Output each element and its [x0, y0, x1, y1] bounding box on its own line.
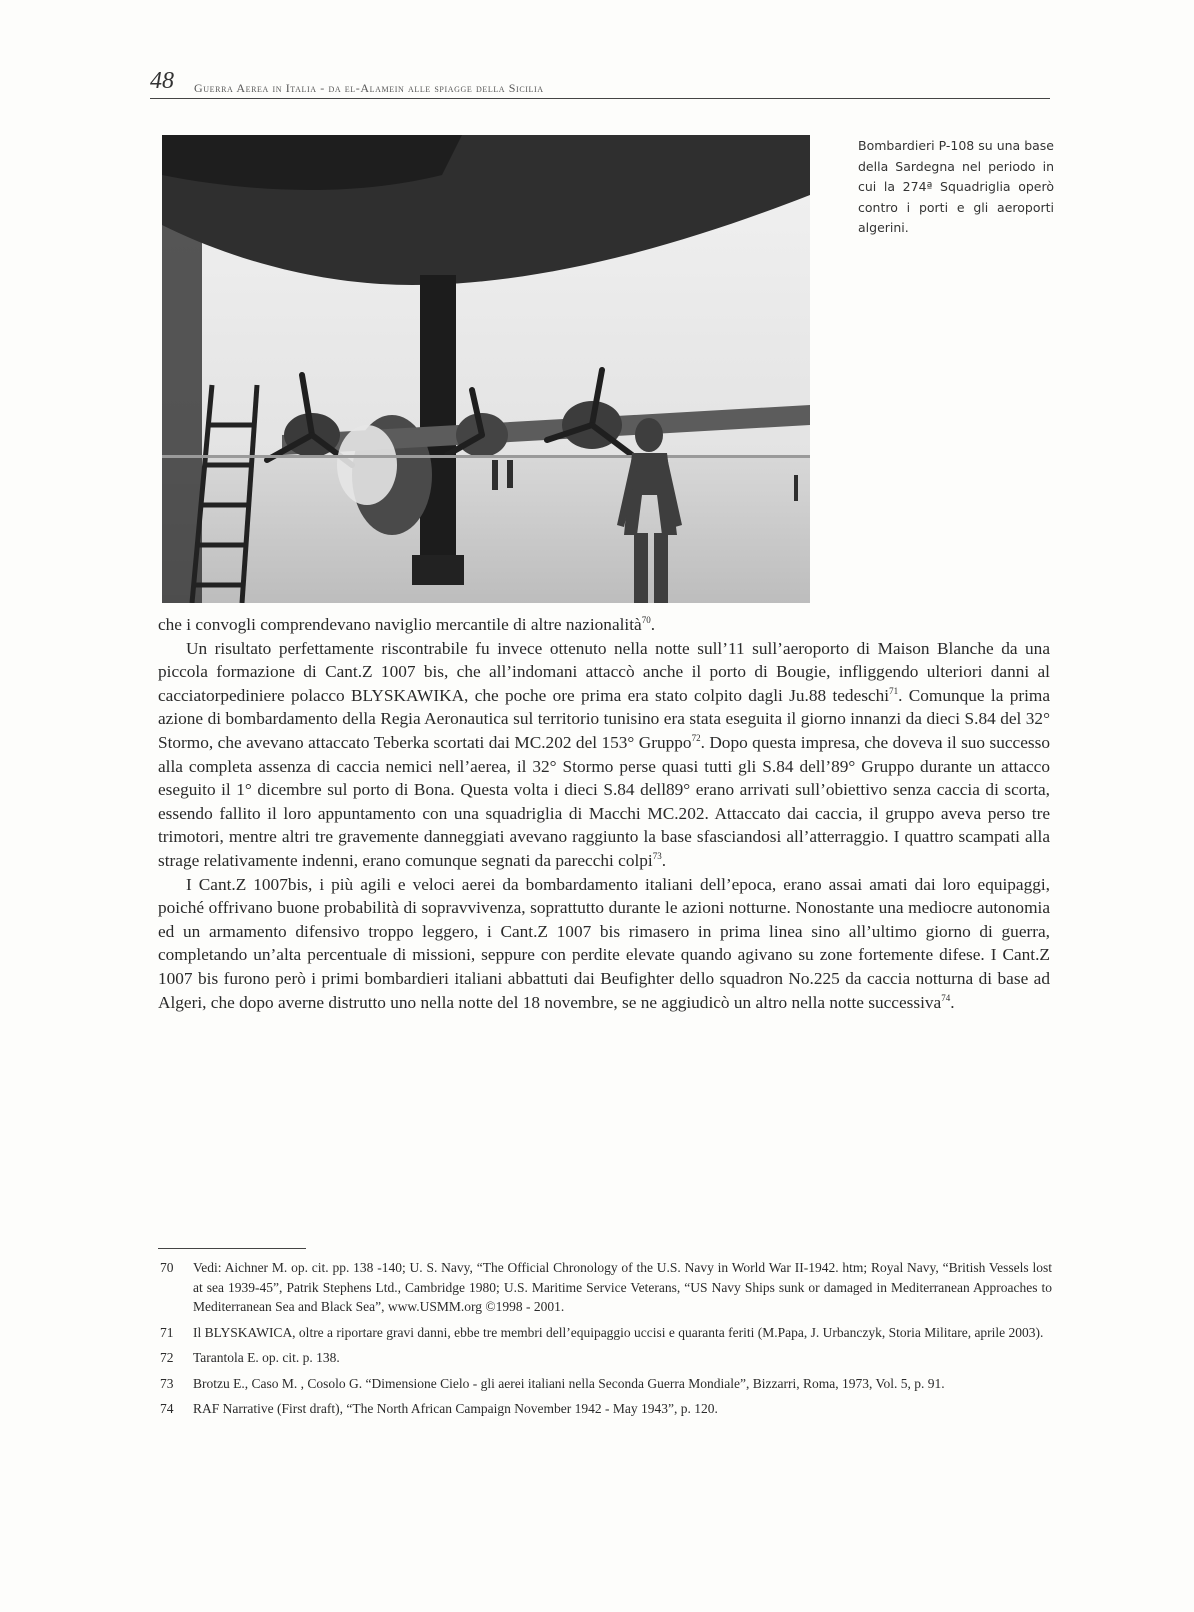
- paragraph: Un risultato perfettamente riscontrabile fu invece ottenuto nella notte sull’11 sull’aeroporto di Maison Blanche da una piccola formazione di Cant.Z 1007 bis, che all’indomani attaccò anche il porto di Bougie, infliggendo ulteriori danni al cacciatorpediniere polacco BLYSKAWIKA, che poche ore prima era stato colpito dagli Ju.88 tedeschi$^{71}$. Comunque la prima azione di bombardamento della Regia Aeronautica sul territorio tunisino era stata eseguita il giorno innanzi da dieci S.84 del 32° Stormo, che avevano attaccato Teberka scortati dai MC.202 del 153° Gruppo$^{72}$. Dopo questa impresa, che doveva il suo successo alla completa assenza di caccia nemici nell’aerea, il 32° Stormo perse quasi tutti gli S.84 dell’89° Gruppo durante un attacco eseguito il 1° dicembre sul porto di Bona. Questa volta i dieci S.84 dell89° erano arrivati sull’obiettivo senza caccia di scorta, essendo fallito il loro appuntamento con una squadriglia di Macchi MC.202. Attaccato dai caccia, il gruppo aveva perso tre trimotori, mentre altri tre gravemente danneggiati avevano raggiunto la base sfasciandosi all’atterraggio. I quattro scampati alla strage relativamente indenni, erano comunque segnati da parecchi colpi$^{73}$.: [158, 638, 1051, 870]
- footnote-ref[interactable]: 73: [652, 851, 662, 862]
- footnote-number: 74: [160, 1401, 174, 1416]
- footnote-text: Il BLYSKAWICA, oltre a riportare gravi danni, ebbe tre membri dell’equipaggio uccisi e quaranta feriti (M.Papa, J. Urbanczyk, Storia Militare, aprile 2003).: [193, 1324, 1044, 1340]
- footnote: [160, 1399, 1052, 1419]
- footnote-number: 71: [160, 1324, 174, 1340]
- footnote-ref[interactable]: 70: [641, 615, 651, 626]
- footnote-text: RAF Narrative (First draft), “The North African Campaign November 1942 - May 1943”, p. 120.: [193, 1401, 718, 1416]
- footnotes: [160, 1258, 1052, 1425]
- footnote: [160, 1258, 1052, 1317]
- footnote: [160, 1323, 1052, 1343]
- footnote-ref[interactable]: 72: [691, 733, 701, 744]
- running-title: Guerra Aerea in Italia - da el-Alamein alle spiagge della Sicilia: [194, 81, 544, 95]
- figure-caption: Bombardieri P-108 su una base della Sardegna nel periodo in cui la 274ª Squadriglia operò contro i porti e gli aeroporti algerini.: [858, 138, 1054, 235]
- page-number: 48: [150, 68, 174, 94]
- footnote-text: Vedi: Aichner M. op. cit. pp. 138 -140; U. S. Navy, “The Official Chronology of the U.S. Navy in World War II-1942. htm; Royal Navy, “British Vessels lost at sea 1939-45”, Patrik Stephens Ltd., Cambridge 1980; U.S. Maritime Service Veterans, “US Navy Ships sunk or damaged in Mediterranean Approaches to Mediterranean Sea and Black Sea”, www.USMM.org ©1998 - 2001.: [193, 1260, 1052, 1314]
- footnote-number: 72: [160, 1350, 174, 1365]
- footnote-ref[interactable]: 71: [889, 686, 899, 697]
- footnote-number: 73: [160, 1375, 174, 1391]
- paragraph: che i convogli comprendevano naviglio mercantile di altre nazionalità$^{70}$.: [158, 615, 656, 634]
- footnote-ref[interactable]: 74: [941, 992, 951, 1003]
- body-text: [158, 613, 1050, 1014]
- page-header: [150, 68, 1050, 99]
- bomber-photo: [162, 135, 810, 603]
- paragraph: I Cant.Z 1007bis, i più agili e veloci aerei da bombardamento italiani dell’epoca, erano assai amati dai loro equipaggi, poiché offrivano buone probabilità di sopravvivenza, soprattutto durante le azioni notturne. Nonostante una mediocre autonomia ed un armamento difensivo troppo leggero, i Cant.Z 1007 bis rimasero in prima linea sino all’ultimo giorno di guerra, completando un’alta percentuale di missioni, seppure con perdite elevate quando agivano su zone fortemente difese. I Cant.Z 1007 bis furono però i primi bombardieri italiani abbattuti dai Beufighter dello squadron No.225 da caccia notturna di base ad Algeri, che dopo averne distrutto uno nella notte del 18 novembre, se ne aggiudicò un altro nella notte successiva$^{74}$.: [158, 874, 1050, 1012]
- footnote-text: Brotzu E., Caso M. , Cosolo G. “Dimensione Cielo - gli aerei italiani nella Seconda Guerra Mondiale”, Bizzarri, Roma, 1973, Vol. 5, p. 91.: [193, 1375, 945, 1391]
- footnote: [160, 1348, 1052, 1368]
- footnote-number: 70: [160, 1260, 174, 1275]
- footnote-divider: [158, 1248, 306, 1249]
- footnote: [160, 1374, 1052, 1394]
- footnote-text: Tarantola E. op. cit. p. 138.: [193, 1350, 340, 1365]
